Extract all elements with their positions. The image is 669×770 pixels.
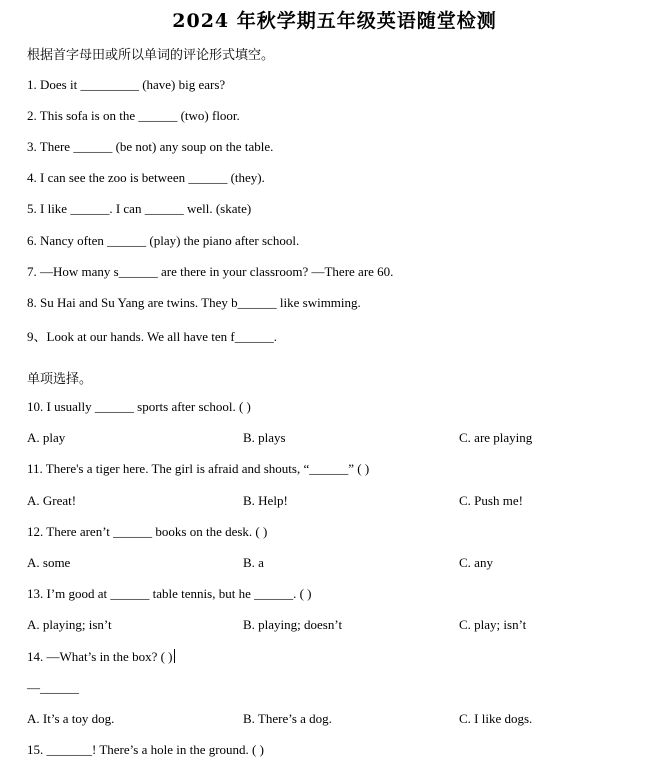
- q11-option-c: C. Push me!: [459, 493, 523, 508]
- q13-option-c: C. play; isn’t: [459, 617, 527, 632]
- q14-option-a: A. It’s a toy dog.: [27, 711, 115, 726]
- question-1: 1. Does it _________ (have) big ears?: [27, 77, 226, 92]
- question-14[interactable]: [27, 649, 175, 665]
- q12-option-b: B. a: [243, 555, 264, 570]
- question-11: 11. There's a tiger here. The girl is afraid and shouts, “______” ( ): [27, 461, 370, 476]
- q14-option-c: C. I like dogs.: [459, 711, 533, 726]
- q10-option-a: A. play: [27, 430, 66, 445]
- q12-option-c: C. any: [459, 555, 493, 570]
- question-14-text: 14. —What’s in the box? ( ): [27, 649, 173, 664]
- q11-option-a: A. Great!: [27, 493, 77, 508]
- question-15: 15. _______! There’s a hole in the ground. ( ): [27, 742, 264, 757]
- section-heading-fill-in: 根据首字母田或所以单词的评论形式填空。: [27, 48, 275, 63]
- q13-option-b: B. playing; doesn’t: [243, 617, 343, 632]
- question-3: 3. There ______ (be not) any soup on the table.: [27, 139, 274, 154]
- text-cursor: [174, 649, 175, 663]
- q11-option-b: B. Help!: [243, 493, 288, 508]
- question-5: 5. I like ______. I can ______ well. (skate): [27, 201, 252, 216]
- question-6: 6. Nancy often ______ (play) the piano after school.: [27, 233, 300, 248]
- question-12: 12. There aren’t ______ books on the desk. ( ): [27, 524, 268, 539]
- q14-answer-line: —______: [27, 680, 79, 695]
- q14-option-b: B. There’s a dog.: [243, 711, 332, 726]
- question-8: 8. Su Hai and Su Yang are twins. They b______ like swimming.: [27, 295, 361, 310]
- q10-option-c: C. are playing: [459, 430, 533, 445]
- q13-option-a: A. playing; isn’t: [27, 617, 112, 632]
- question-9: 9、Look at our hands. We all have ten f______.: [27, 329, 277, 344]
- question-7: 7. —How many s______ are there in your classroom? —There are 60.: [27, 264, 394, 279]
- question-13: 13. I’m good at ______ table tennis, but he ______. ( ): [27, 586, 312, 601]
- section-heading-multiple-choice: 单项选择。: [27, 372, 93, 387]
- question-10: 10. I usually ______ sports after school. ( ): [27, 399, 251, 414]
- question-4: 4. I can see the zoo is between ______ (they).: [27, 170, 265, 185]
- question-2: 2. This sofa is on the ______ (two) floor.: [27, 108, 240, 123]
- page-title: 2024 年秋学期五年级英语随堂检测: [172, 10, 497, 32]
- q10-option-b: B. plays: [243, 430, 286, 445]
- q12-option-a: A. some: [27, 555, 71, 570]
